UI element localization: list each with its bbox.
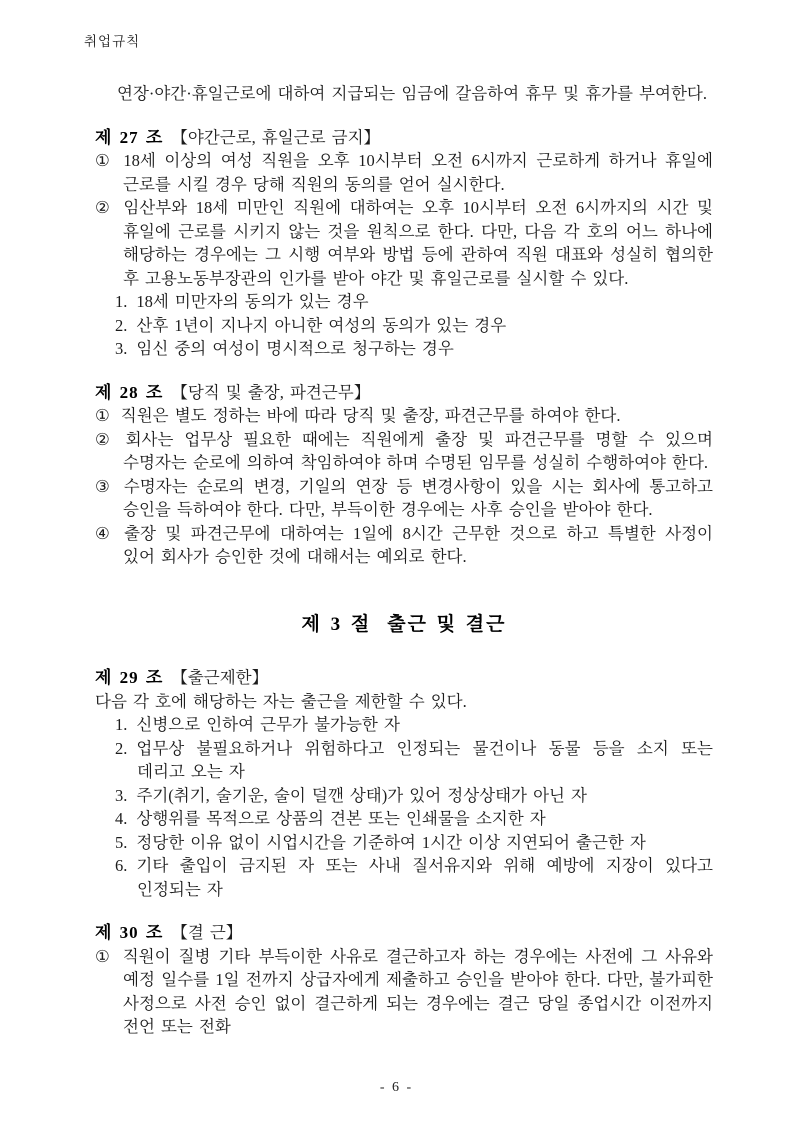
article-heading — [95, 126, 713, 150]
numbered-clause — [95, 149, 713, 196]
sub-list-item — [95, 713, 713, 737]
clause-text: 임산부와 18세 미만인 직원에 대하여는 오후 10시부터 오전 6시까지의 시간 및 휴일에 근로를 시키지 않는 것을 원칙으로 한다. 다만, 다음 각 호의 어느 하나에 해당하는 경우에는 그 시행 여부와 방법 등에 관하여 직원 대표와 성실히 협의한 후 고용노동부장관의 인가를 받아 야간 및 휴일근로를 실시할 수 있다. — [123, 198, 713, 288]
sub-item-text: 정당한 이유 없이 시업시간을 기준하여 1시간 이상 지연되어 출근한 자 — [136, 832, 646, 852]
sub-item-marker: 6. — [115, 856, 128, 875]
numbered-clause — [95, 522, 713, 569]
article-number: 제 29 조 — [95, 668, 164, 687]
article-number: 제 28 조 — [95, 382, 164, 402]
section-title: 출근 및 결근 — [387, 613, 507, 635]
numbered-clause — [95, 475, 713, 522]
sub-list-item — [95, 807, 713, 831]
sub-item-marker: 4. — [115, 809, 128, 828]
clause-marker: ③ — [95, 476, 113, 496]
article-title: 【출근제한】 — [171, 668, 269, 687]
sub-list-item — [95, 854, 713, 901]
sub-item-text: 임신 중의 여성이 명시적으로 청구하는 경우 — [136, 339, 454, 358]
clause-text: 직원이 질병 기타 부득이한 사유로 결근하고자 하는 경우에는 사전에 그 사유와 예정 일수를 1일 전까지 상급자에게 제출하고 승인을 받아야 한다. 다만, 불가피한 사정으로 사전 승인 없이 결근하게 되는 경우에는 결근 당일 종업시간 이전까지 전언 또는 전화 — [122, 946, 713, 1036]
sub-item-marker: 1. — [115, 715, 128, 734]
sub-item-text: 18세 미만자의 동의가 있는 경우 — [136, 292, 369, 311]
article-heading — [95, 921, 713, 945]
paragraph: 연장·야간·휴일근로에 대하여 지급되는 임금에 갈음하여 휴무 및 휴가를 부여한다. — [117, 84, 707, 103]
numbered-clause — [95, 428, 713, 475]
sub-item-marker: 3. — [115, 785, 128, 805]
clause-marker: ① — [95, 151, 113, 170]
clause-text: 18세 이상의 여성 직원을 오후 10시부터 오전 6시까지 근로하게 하거나 휴일에 근로를 시킬 경우 당해 직원의 동의를 얻어 실시한다. — [123, 151, 713, 194]
clause-marker: ② — [95, 429, 115, 449]
article-title: 【야간근로, 휴일근로 금지】 — [171, 127, 381, 147]
sub-list-item — [95, 831, 713, 855]
article-heading — [95, 666, 713, 690]
clause-text: 수명자는 순로의 변경, 기일의 연장 등 변경사항이 있을 시는 회사에 통고하고 승인을 득하여야 한다. 다만, 부득이한 경우에는 사후 승인을 받아야 한다. — [123, 476, 713, 519]
sub-item-marker: 5. — [115, 832, 128, 852]
sub-item-text: 신병으로 인하여 근무가 불가능한 자 — [136, 715, 400, 734]
sub-item-marker: 3. — [115, 339, 128, 358]
article-number: 제 27 조 — [95, 127, 164, 147]
sub-item-marker: 2. — [115, 738, 128, 758]
document-header-title: 취업규칙 — [84, 34, 141, 49]
article-number: 제 30 조 — [95, 923, 164, 942]
sub-item-text: 업무상 불필요하거나 위험하다고 인정되는 물건이나 동물 등을 소지 또는 데리고 오는 자 — [136, 738, 713, 781]
sub-item-marker: 1. — [115, 292, 128, 311]
numbered-clause — [95, 945, 713, 1039]
document-content — [95, 82, 713, 1039]
sub-list-item — [95, 337, 713, 361]
clause-marker: ① — [95, 946, 112, 966]
clause-text: 회사는 업무상 필요한 때에는 직원에게 출장 및 파견근무를 명할 수 있으며 수명자는 순로에 의하여 착임하여야 하며 수명된 임무를 성실히 수행하여야 한다. — [123, 429, 713, 472]
sub-item-marker: 2. — [115, 315, 128, 335]
paragraph: 다음 각 호에 해당하는 자는 출근을 제한할 수 있다. — [95, 691, 467, 711]
clause-marker: ② — [95, 198, 113, 217]
section-heading — [95, 613, 713, 637]
clause-text: 직원은 별도 정하는 바에 따라 당직 및 출장, 파견근무를 하여야 한다. — [120, 406, 621, 425]
page-number: - 6 - — [379, 1080, 414, 1095]
sub-item-text: 기타 출입이 금지된 자 또는 사내 질서유지와 위해 예방에 지장이 있다고 인정되는 자 — [136, 856, 713, 899]
sub-list-item — [95, 737, 713, 784]
clause-marker: ① — [95, 406, 110, 425]
section-number: 제 3 절 — [301, 613, 372, 635]
clause-text: 출장 및 파견근무에 대하여는 1일에 8시간 근무한 것으로 하고 특별한 사정이 있어 회사가 승인한 것에 대해서는 예외로 한다. — [123, 523, 713, 566]
clause-marker: ④ — [95, 523, 114, 543]
sub-list-item — [95, 784, 713, 808]
sub-item-text: 주기(취기, 술기운, 술이 덜깬 상태)가 있어 정상상태가 아닌 자 — [136, 785, 587, 805]
numbered-clause — [95, 404, 713, 428]
numbered-clause — [95, 196, 713, 290]
sub-item-text: 산후 1년이 지나지 아니한 여성의 동의가 있는 경우 — [136, 315, 507, 335]
sub-list-item — [95, 290, 713, 314]
article-title: 【당직 및 출장, 파견근무】 — [171, 382, 371, 402]
article-heading — [95, 381, 713, 405]
article-title: 【결 근】 — [171, 923, 243, 942]
sub-list-item — [95, 314, 713, 338]
sub-item-text: 상행위를 목적으로 상품의 견본 또는 인쇄물을 소지한 자 — [136, 809, 546, 828]
